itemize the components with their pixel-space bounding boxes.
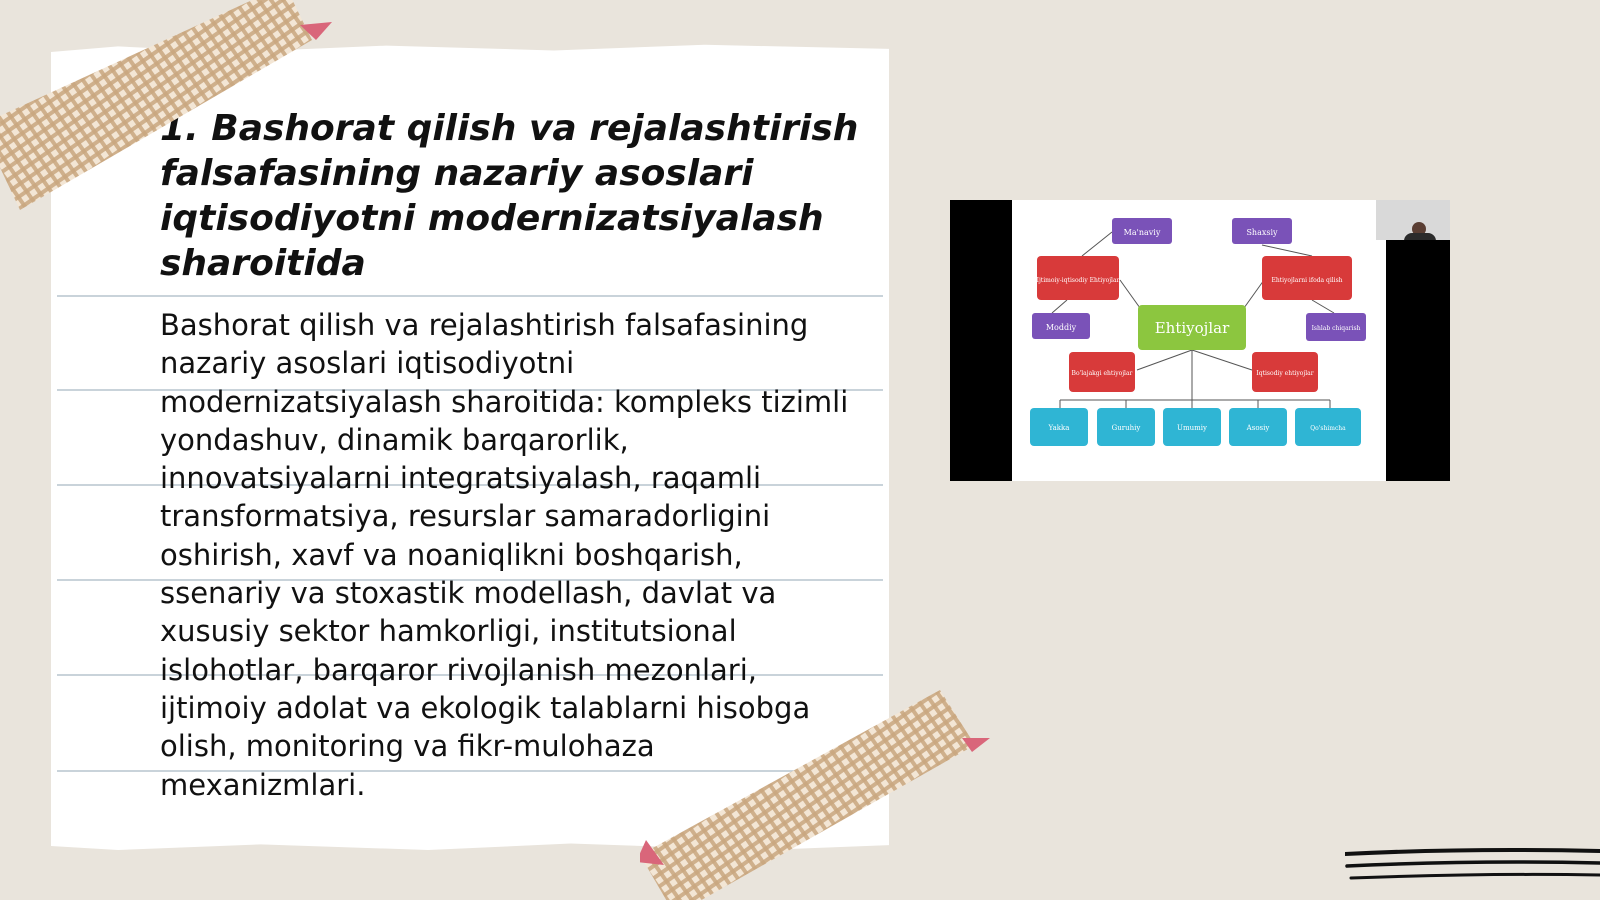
slide-body: Bashorat qilish va rejalashtirish falsafasining nazariy asoslari iqtisodiyotni modernizatsiyalash sharoitida: kompleks tizimli yondashuv, dinamik barqarorlik, innovatsiyalarni integratsiyalash, raqamli transformatsiya, resurslar samaradorligini oshirish, xavf va noaniqlikni boshqarish, ssenariy va stoxastik modellash, davlat va xususiy sektor hamkorligi, institutsional islohotlar, barqaror rivojlanish mezonlari, ijtimoiy adolat va ekologik talablarni hisobga olish, monitoring va fikr-mulohaza mexanizmlari. bbox=[160, 308, 849, 802]
paper-rule bbox=[57, 295, 883, 297]
diagram-label: Ma'naviy bbox=[1123, 228, 1161, 237]
webcam-person-body bbox=[1404, 233, 1436, 240]
diagram-label: Asosiy bbox=[1246, 424, 1270, 432]
needs-diagram bbox=[1012, 200, 1386, 481]
diagram-label: Ishlab chiqarish bbox=[1311, 325, 1361, 332]
slide-title: 1. Bashorat qilish va rejalashtirish falsafasining nazariy asoslari iqtisodiyotni modernizatsiyalash sharoitida bbox=[160, 108, 859, 284]
diagram-label: Guruhiy bbox=[1111, 424, 1141, 432]
brush-stroke-lines-icon bbox=[1345, 848, 1600, 888]
washi-tape-icon bbox=[0, 0, 340, 210]
diagram-label: Bo'lajakgi ehtiyojlar bbox=[1071, 370, 1133, 377]
diagram-center-label: Ehtiyojlar bbox=[1154, 319, 1230, 337]
diagram-label: Shaxsiy bbox=[1246, 228, 1278, 237]
diagram-label: Ehtiyojlarni ifoda qilish bbox=[1271, 277, 1343, 284]
diagram-label: Qo'shimcha bbox=[1310, 425, 1346, 432]
webcam-preview bbox=[1376, 200, 1450, 240]
diagram-label: Umumiy bbox=[1177, 424, 1207, 432]
diagram-label: Moddiy bbox=[1045, 323, 1077, 332]
diagram-label: Ijtimoiy-iqtisodiy Ehtiyojlar bbox=[1036, 277, 1120, 284]
slide-thumbnail bbox=[950, 200, 1450, 481]
diagram-label: Iqtisodiy ehtiyojlar bbox=[1256, 370, 1314, 377]
diagram-label: Yakka bbox=[1048, 424, 1070, 432]
thumbnail-slide bbox=[1012, 200, 1386, 481]
washi-tape-icon bbox=[640, 690, 1000, 900]
